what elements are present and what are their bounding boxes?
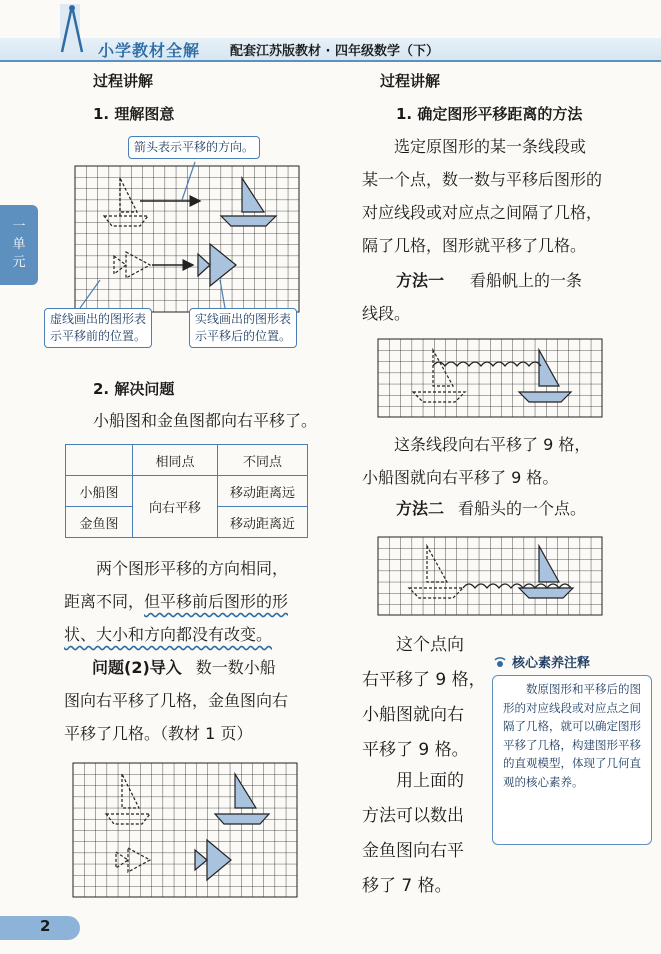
problem2-text: 平移了几格。（教材 1 页）	[64, 724, 253, 743]
para-line: 某一个点，数一数与平移后图形的	[362, 170, 603, 189]
method1-text: 看船帆上的一条	[470, 271, 583, 290]
problem2-paragraph	[64, 651, 344, 750]
result-line: 右平移了 9 格，	[362, 670, 486, 690]
para-line: 对应线段或对应点之间隔了几格，	[362, 203, 603, 222]
note-text: 数原图形和平移后的图形的对应线段或对应点之间隔了几格，就可以确定图形平移了几格，构建图形平移的直观模型，体现了几何直观的核心素养。	[492, 675, 652, 845]
method2-text: 看船头的一个点。	[458, 499, 587, 518]
problem2-title: 问题(2)导入	[92, 658, 182, 677]
method1-text: 线段。	[362, 304, 411, 323]
method2-line	[396, 492, 586, 525]
summary-line	[64, 585, 344, 618]
table-cell-same: 向右平移	[133, 476, 218, 538]
unit-tab-char: 单	[12, 237, 26, 252]
book-subtitle: 配套江苏版教材 · 四年级数学（下）	[230, 44, 439, 59]
table-cell: 移动距离远	[218, 476, 308, 507]
left-sub2: 2. 解决问题	[93, 380, 175, 398]
callout-line: 实线画出的图形表	[195, 312, 292, 326]
method-intro-paragraph	[362, 130, 652, 262]
para-line: 选定原图形的某一条线段或	[394, 137, 587, 156]
summary-text: 距离不同，	[64, 592, 145, 611]
callout-line: 虚线画出的图形表	[50, 312, 147, 326]
unit-tab-char: 元	[12, 255, 26, 270]
method1-label: 方法一	[396, 271, 445, 290]
result-line: 金鱼图向右平	[362, 841, 464, 861]
result-line: 这个点向	[396, 635, 464, 655]
result-line: 方法可以数出	[362, 806, 464, 826]
table-header-cell	[66, 445, 133, 476]
result1-paragraph	[362, 428, 652, 494]
method2-figure	[375, 534, 607, 618]
para-line: 隔了几格，图形就平移了几格。	[362, 236, 587, 255]
problem-line: 小船图和金鱼图都向右平移了。	[93, 411, 318, 430]
summary-line: 两个图形平移的方向相同，	[96, 559, 289, 578]
comparison-table	[65, 444, 308, 538]
result-line: 小船图就向右平移了 9 格。	[362, 468, 559, 487]
callout-dashed-meaning	[44, 308, 152, 348]
callout-line: 示平移前的位置。	[50, 329, 147, 343]
table-cell: 移动距离近	[218, 507, 308, 538]
right-section-title: 过程讲解	[380, 72, 441, 90]
translation-figure-2	[70, 760, 310, 900]
result-line: 这条线段向右平移了 9 格，	[394, 435, 591, 454]
result-line: 移了 7 格。	[362, 876, 452, 896]
table-header-cell: 相同点	[133, 445, 218, 476]
left-section-title: 过程讲解	[93, 72, 154, 90]
note-title: 核心素养注释	[512, 656, 591, 671]
callout-arrow-meaning: 箭头表示平移的方向。	[128, 136, 260, 159]
summary-text-underlined: 但平移前后图形的形	[144, 592, 289, 611]
result3-paragraph	[362, 764, 492, 904]
problem2-text: 图向右平移了几格，金鱼图向右	[64, 691, 289, 710]
signal-icon	[492, 654, 508, 670]
method2-label: 方法二	[396, 499, 445, 518]
book-title: 小学教材全解	[98, 41, 201, 60]
table-header-cell: 不同点	[218, 445, 308, 476]
page-number: 2	[40, 917, 51, 935]
result-line: 用上面的	[396, 771, 464, 791]
callout-solid-meaning	[189, 308, 297, 348]
summary-line: 状、大小和方向都没有改变。	[64, 625, 273, 644]
table-cell: 金鱼图	[66, 507, 133, 538]
result2-paragraph	[362, 628, 492, 768]
table-cell: 小船图	[66, 476, 133, 507]
callout-line: 示平移后的位置。	[195, 329, 292, 343]
result-line: 平移了 9 格。	[362, 740, 469, 760]
unit-side-tab	[0, 205, 38, 285]
core-literacy-note	[492, 652, 652, 845]
left-sub1: 1. 理解图意	[93, 105, 175, 123]
right-sub1: 1. 确定图形平移距离的方法	[396, 105, 583, 123]
problem2-text: 数一数小船	[195, 658, 276, 677]
compass-logo-icon	[50, 0, 94, 58]
method1-paragraph	[362, 264, 652, 330]
result-line: 小船图就向右	[362, 705, 464, 725]
unit-tab-char: 一	[12, 219, 26, 234]
method1-figure	[375, 336, 607, 420]
summary-paragraph	[64, 552, 344, 651]
